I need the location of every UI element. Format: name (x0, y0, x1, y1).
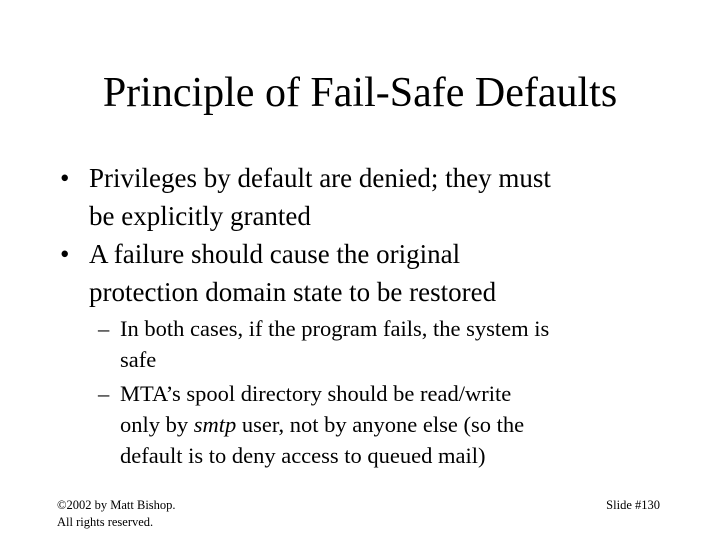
sub-bullet-mark: – (98, 381, 110, 406)
bullet-1-line-2: be explicitly granted (89, 201, 311, 231)
copyright-line-1: ©2002 by Matt Bishop. (57, 498, 176, 512)
slide-title: Principle of Fail-Safe Defaults (102, 70, 618, 116)
footer-copyright (57, 497, 176, 531)
bullet-mark: • (60, 163, 70, 193)
sub-bullet-text (120, 313, 680, 375)
bullet-2-line-1: A failure should cause the original (89, 239, 461, 269)
slide-number: Slide #130 (606, 498, 660, 512)
copyright-line-2: All rights reserved. (57, 515, 154, 529)
sub-bullet-1-line-2: safe (120, 347, 157, 372)
line-text: only by (120, 412, 194, 437)
smtp-emphasis: smtp (193, 412, 237, 437)
bullet-text (89, 235, 679, 311)
sub-bullet-text (120, 378, 680, 471)
bullet-1-line-1: Privileges by default are denied; they must (89, 163, 551, 193)
bullet-2-line-2: protection domain state to be restored (89, 277, 497, 307)
line-text: user, not by anyone else (so the (236, 412, 525, 437)
sub-bullet-1-line-1: In both cases, if the program fails, the system is (120, 316, 550, 341)
sub-bullet-2-line-1: MTA’s spool directory should be read/write (120, 381, 512, 406)
sub-bullet-2-line-3: default is to deny access to queued mail) (120, 443, 486, 468)
bullet-text (89, 159, 679, 235)
bullet-mark: • (60, 239, 70, 269)
sub-bullet-2-line-2 (120, 409, 680, 440)
sub-bullet-mark: – (98, 316, 110, 341)
